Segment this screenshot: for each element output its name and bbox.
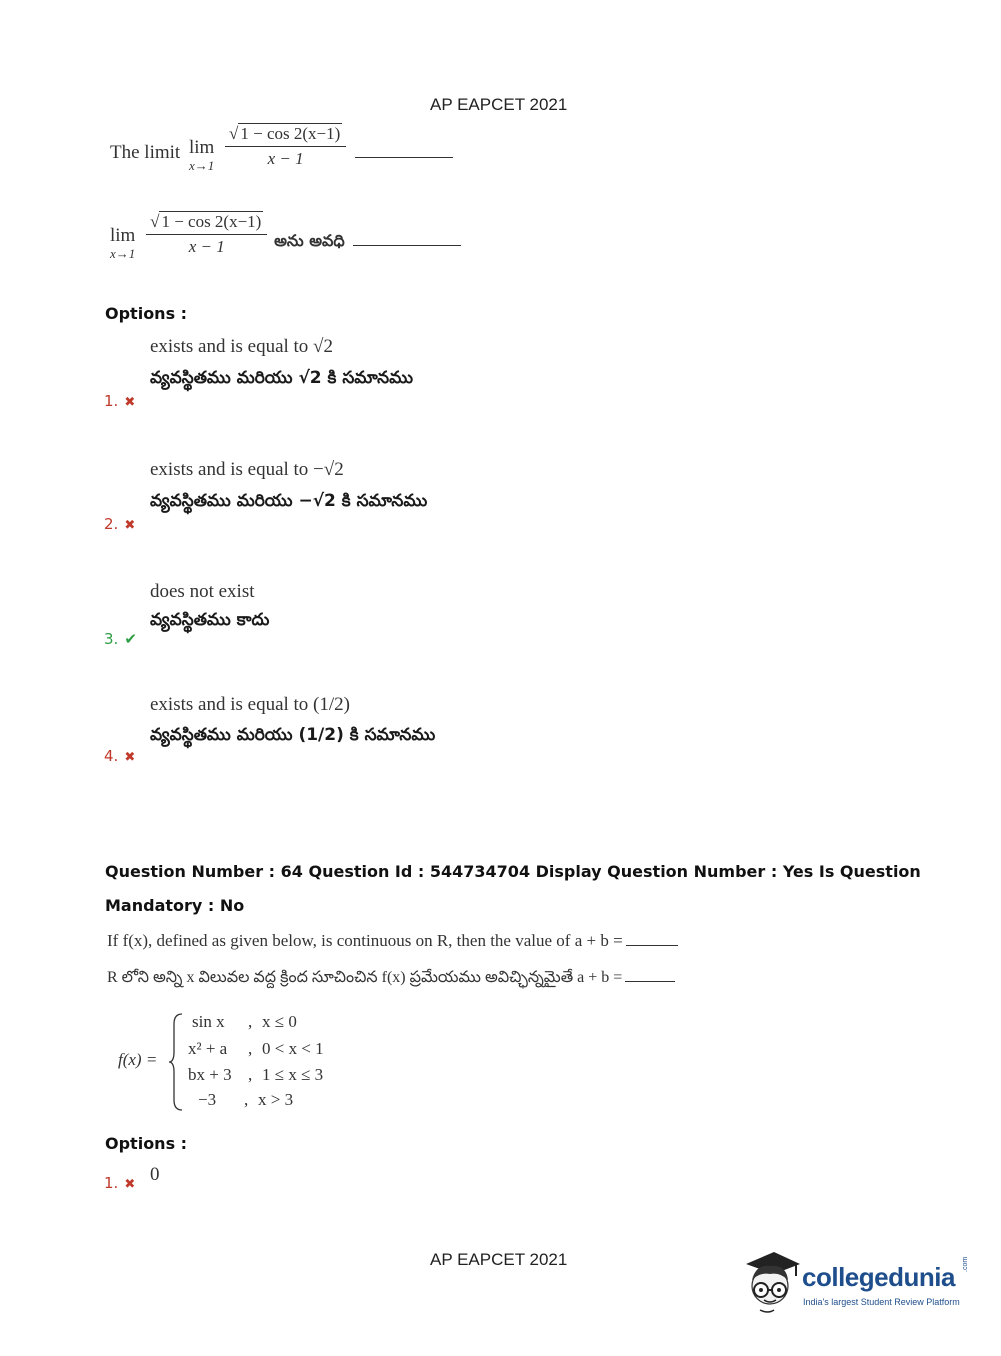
mascot-icon — [740, 1250, 802, 1316]
question-64-telugu — [107, 968, 675, 990]
option-number: 2. — [104, 515, 119, 533]
limit-fraction — [225, 124, 346, 169]
lim-subscript: x→1 — [188, 157, 215, 173]
question-63-telugu — [110, 212, 461, 261]
option-4-telugu: వ్యవస్థితము మరియు (1/2) కి సమానము — [150, 725, 436, 745]
option-4[interactable] — [104, 747, 135, 765]
case-expr: sin x — [192, 1012, 225, 1031]
case-4: −3 , x > 3 — [198, 1090, 294, 1109]
question-64-mandatory: Mandatory : No — [105, 896, 245, 915]
options-label: Options : — [105, 1134, 188, 1153]
wrong-icon: ✖ — [124, 750, 136, 765]
question-63-english — [110, 124, 453, 173]
case-3: bx + 3 , 1 ≤ x ≤ 3 — [188, 1065, 324, 1084]
option-1-value: 0 — [150, 1164, 160, 1185]
option-3[interactable] — [104, 630, 137, 648]
option-2[interactable] — [104, 515, 135, 533]
page-footer: AP EAPCET 2021 — [430, 1250, 568, 1269]
lim-subscript: x→1 — [110, 245, 136, 261]
lim-text: lim — [110, 225, 136, 246]
brand-dotcom: .com — [962, 1256, 969, 1272]
wrong-icon: ✖ — [124, 1177, 136, 1192]
case-expr: x² + a — [188, 1039, 228, 1058]
limit-operator — [110, 226, 135, 261]
option-number: 3. — [104, 630, 119, 648]
fraction-numerator: 1 − cos 2(x−1) — [161, 212, 262, 231]
options-label: Options : — [105, 304, 188, 323]
wrong-icon: ✖ — [124, 518, 136, 533]
collegedunia-logo[interactable] — [740, 1248, 980, 1320]
fraction-denominator: x − 1 — [267, 149, 304, 168]
fraction-numerator: 1 − cos 2(x−1) — [240, 124, 341, 143]
option-1[interactable] — [104, 1174, 135, 1192]
option-3-english: does not exist — [150, 581, 255, 602]
telugu-suffix: అను అవధి — [274, 230, 345, 250]
option-number: 1. — [104, 1174, 119, 1192]
question-text: R లోని అన్ని x విలువల వద్ద క్రింద సూచించిన f(x) ప్రమేయము అవిచ్ఛిన్నమైతే a + b = — [107, 969, 623, 986]
sqrt-sign: √ — [150, 212, 160, 231]
brand-name: collegedunia — [802, 1262, 955, 1292]
case-expr: −3 — [198, 1090, 217, 1109]
option-1-english: exists and is equal to √2 — [150, 336, 333, 357]
page-header: AP EAPCET 2021 — [430, 95, 568, 114]
left-brace — [168, 1012, 184, 1112]
question-prefix: The limit — [110, 141, 181, 163]
fraction-denominator: x − 1 — [188, 237, 225, 256]
case-cond: x ≤ 0 — [262, 1012, 297, 1031]
lim-text: lim — [188, 137, 215, 158]
correct-check-icon: ✔ — [124, 630, 137, 648]
limit-fraction — [146, 212, 267, 257]
piecewise-fx-label: f(x) = — [118, 1050, 158, 1069]
case-cond: 0 < x < 1 — [262, 1039, 324, 1058]
option-4-english: exists and is equal to (1/2) — [150, 694, 350, 715]
option-2-telugu: వ్యవస్థితము మరియు −√2 కి సమానము — [150, 491, 428, 511]
answer-blank — [625, 981, 675, 982]
question-text: If f(x), defined as given below, is continuous on R, then the value of a + b = — [107, 931, 623, 950]
option-3-telugu: వ్యవస్థితము కాదు — [150, 610, 270, 630]
option-1-telugu: వ్యవస్థితము మరియు √2 కి సమానము — [150, 368, 413, 388]
limit-operator — [189, 138, 214, 173]
brand-tagline: India's largest Student Review Platform — [803, 1297, 960, 1307]
case-expr: bx + 3 — [188, 1065, 232, 1084]
wrong-icon: ✖ — [124, 395, 136, 410]
answer-blank — [353, 245, 461, 246]
sqrt-sign: √ — [229, 124, 239, 143]
option-1[interactable] — [104, 392, 135, 410]
option-number: 1. — [104, 392, 119, 410]
answer-blank — [626, 945, 678, 946]
option-2-english: exists and is equal to −√2 — [150, 459, 344, 480]
question-64-meta: Question Number : 64 Question Id : 544734704 Display Question Number : Yes Is Question — [105, 862, 921, 881]
option-number: 4. — [104, 747, 119, 765]
case-2: x² + a , 0 < x < 1 — [188, 1039, 324, 1058]
answer-blank — [355, 157, 453, 158]
question-64-english — [107, 931, 678, 951]
case-1: sin x , x ≤ 0 — [192, 1012, 297, 1031]
case-cond: x > 3 — [258, 1090, 294, 1109]
case-cond: 1 ≤ x ≤ 3 — [262, 1065, 324, 1084]
